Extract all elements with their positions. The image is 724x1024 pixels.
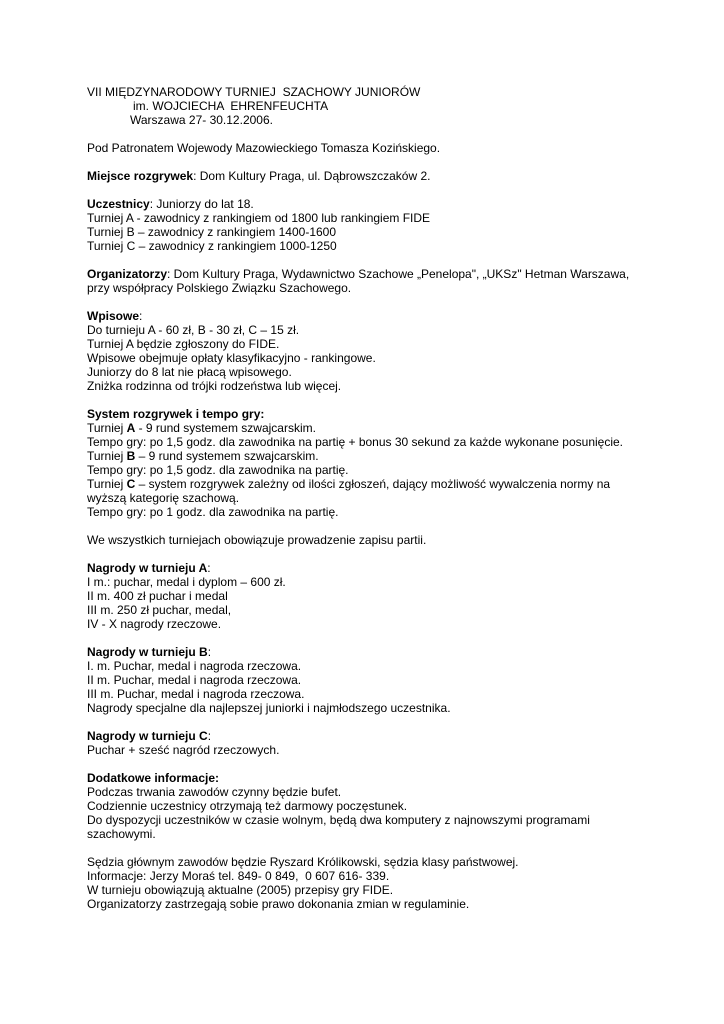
prizes-c-label: Nagrody w turnieju C bbox=[87, 729, 208, 743]
prizes-a-heading bbox=[87, 561, 647, 575]
additional-item: Do dyspozycji uczestników w czasie wolnym, będą dwa komputery z najnowszymi programami bbox=[87, 813, 590, 827]
prizes-b-item: Nagrody specjalne dla najlepszej juniorki i najmłodszego uczestnika. bbox=[87, 701, 451, 715]
prizes-b-label: Nagrody w turnieju B bbox=[87, 645, 208, 659]
closing-item: W turnieju obowiązują aktualne (2005) przepisy gry FIDE. bbox=[87, 883, 394, 897]
participants-line bbox=[87, 197, 647, 211]
system-label: System rozgrywek i tempo gry: bbox=[87, 407, 265, 421]
prizes-a-item: I m.: puchar, medal i dyplom – 600 zł. bbox=[87, 575, 286, 589]
document-page bbox=[87, 85, 647, 911]
system-a-letter: A bbox=[126, 421, 136, 435]
prizes-a-label: Nagrody w turnieju A bbox=[87, 561, 208, 575]
system-heading bbox=[87, 407, 647, 421]
additional-label: Dodatkowe informacje: bbox=[87, 771, 220, 785]
tournament-title: VII MIĘDZYNARODOWY TURNIEJ SZACHOWY JUNIORÓW bbox=[87, 85, 421, 99]
participants-text: : Juniorzy do lat 18. bbox=[149, 197, 254, 211]
prizes-a-item: IV - X nagrody rzeczowe. bbox=[87, 617, 222, 631]
venue-text: : Dom Kultury Praga, ul. Dąbrowszczaków 2. bbox=[193, 169, 431, 183]
fees-item: Wpisowe obejmuje opłaty klasyfikacyjno - rankingowe. bbox=[87, 351, 376, 365]
system-c-line bbox=[87, 477, 647, 505]
system-b-line bbox=[87, 449, 647, 463]
system-a-line bbox=[87, 421, 647, 435]
prizes-b-item: I. m. Puchar, medal i nagroda rzeczowa. bbox=[87, 659, 302, 673]
fees-item: Juniorzy do 8 lat nie płacą wpisowego. bbox=[87, 365, 292, 379]
prizes-a-item: III m. 250 zł puchar, medal, bbox=[87, 603, 232, 617]
tournament-dates: Warszawa 27- 30.12.2006. bbox=[130, 113, 273, 127]
prizes-a-item: II m. 400 zł puchar i medal bbox=[87, 589, 228, 603]
additional-item: Podczas trwania zawodów czynny będzie bufet. bbox=[87, 785, 342, 799]
fees-item: Turniej A będzie zgłoszony do FIDE. bbox=[87, 337, 280, 351]
system-b-text: – 9 rund systemem szwajcarskim. bbox=[135, 449, 319, 463]
fees-item: Zniżka rodzinna od trójki rodzeństwa lub więcej. bbox=[87, 379, 342, 393]
prizes-c-heading bbox=[87, 729, 647, 743]
system-a-tempo: Tempo gry: po 1,5 godz. dla zawodnika na partię + bonus 30 sekund za każde wykonane posunięcie. bbox=[87, 435, 624, 449]
participants-item: Turniej B – zawodnicy z rankingiem 1400-1600 bbox=[87, 225, 337, 239]
venue-line bbox=[87, 169, 647, 183]
tournament-subtitle: im. WOJCIECHA EHRENFEUCHTA bbox=[133, 99, 329, 113]
closing-item: Sędzia głównym zawodów będzie Ryszard Królikowski, sędzia klasy państwowej. bbox=[87, 855, 519, 869]
venue-label: Miejsce rozgrywek bbox=[87, 169, 194, 183]
system-c-tempo: Tempo gry: po 1 godz. dla zawodnika na partię. bbox=[87, 505, 339, 519]
system-c-text: – system rozgrywek zależny od ilości zgłoszeń, dający możliwość wywalczenia normy na wyższą kategorię szachową. bbox=[87, 477, 611, 505]
closing-item: Organizatorzy zastrzegają sobie prawo dokonania zmian w regulaminie. bbox=[87, 897, 470, 911]
fees-heading bbox=[87, 309, 647, 323]
system-a-prefix: Turniej bbox=[87, 421, 127, 435]
additional-item: szachowymi. bbox=[87, 827, 156, 841]
participants-item: Turniej C – zawodnicy z rankingiem 1000-1250 bbox=[87, 239, 337, 253]
prizes-b-item: II m. Puchar, medal i nagroda rzeczowa. bbox=[87, 673, 302, 687]
prizes-a-colon: : bbox=[207, 561, 211, 575]
system-c-prefix: Turniej bbox=[87, 477, 127, 491]
additional-item: Codziennie uczestnicy otrzymają też darmowy poczęstunek. bbox=[87, 799, 408, 813]
notation-text: We wszystkich turniejach obowiązuje prowadzenie zapisu partii. bbox=[87, 533, 427, 547]
prizes-b-colon: : bbox=[207, 645, 212, 659]
organizers-label: Organizatorzy bbox=[87, 267, 168, 281]
fees-item: Do turnieju A - 60 zł, B - 30 zł, C – 15 zł. bbox=[87, 323, 300, 337]
prizes-b-heading bbox=[87, 645, 647, 659]
prizes-c-item: Puchar + sześć nagród rzeczowych. bbox=[87, 743, 280, 757]
system-b-prefix: Turniej bbox=[87, 449, 127, 463]
participants-label: Uczestnicy bbox=[87, 197, 150, 211]
prizes-b-item: III m. Puchar, medal i nagroda rzeczowa. bbox=[87, 687, 305, 701]
additional-heading bbox=[87, 771, 647, 785]
system-a-text: - 9 rund systemem szwajcarskim. bbox=[135, 421, 316, 435]
system-b-tempo: Tempo gry: po 1,5 godz. dla zawodnika na partię. bbox=[87, 463, 349, 477]
fees-colon: : bbox=[139, 309, 143, 323]
organizers-text: : Dom Kultury Praga, Wydawnictwo Szachowe „Penelopa", „UKSz" Hetman Warszawa, przy współpracy Polskiego Związku Szachowego. bbox=[87, 267, 630, 295]
system-b-letter: B bbox=[126, 449, 136, 463]
system-c-letter: C bbox=[126, 477, 136, 491]
fees-label: Wpisowe bbox=[87, 309, 140, 323]
participants-item: Turniej A - zawodnicy z rankingiem od 1800 lub rankingiem FIDE bbox=[87, 211, 431, 225]
prizes-c-colon: : bbox=[207, 729, 212, 743]
closing-item: Informacje: Jerzy Moraś tel. 849- 0 849, 0 607 616- 339. bbox=[87, 869, 390, 883]
organizers-line bbox=[87, 267, 647, 295]
patronage-text: Pod Patronatem Wojewody Mazowieckiego Tomasza Kozińskiego. bbox=[87, 141, 441, 155]
